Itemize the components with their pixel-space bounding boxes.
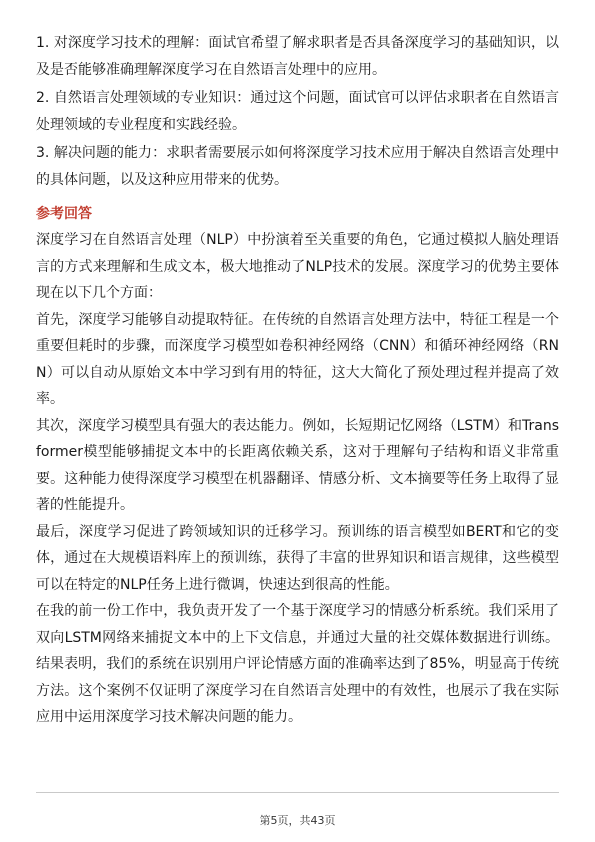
footer-divider [36, 792, 559, 793]
page-number: 第5页，共43页 [259, 814, 336, 827]
answer-paragraph: 其次，深度学习模型具有强大的表达能力。例如，长短期记忆网络（LSTM）和Transformer模型能够捕捉文本中的长距离依赖关系，这对于理解句子结构和语义非常重要。这种能力使得深度学习模型在机器翻译、情感分析、文本摘要等任务上取得了显著的性能提升。 [36, 417, 559, 513]
list-item: 3. 解决问题的能力：求职者需要展示如何将深度学习技术应用于解决自然语言处理中的具体问题，以及这种应用带来的优势。 [36, 145, 559, 188]
page-content [36, 30, 559, 731]
evaluation-points-list [36, 30, 559, 193]
answer-paragraph: 深度学习在自然语言处理（NLP）中扮演着至关重要的角色，它通过模拟人脑处理语言的方式来理解和生成文本，极大地推动了NLP技术的发展。深度学习的优势主要体现在以下几个方面： [36, 232, 559, 301]
list-item: 1. 对深度学习技术的理解：面试官希望了解求职者是否具备深度学习的基础知识，以及是否能够准确理解深度学习在自然语言处理中的应用。 [36, 35, 559, 78]
answer-paragraph: 首先，深度学习能够自动提取特征。在传统的自然语言处理方法中，特征工程是一个重要但耗时的步骤，而深度学习模型如卷积神经网络（CNN）和循环神经网络（RNN）可以自动从原始文本中学习到有用的特征，这大大简化了预处理过程并提高了效率。 [36, 311, 559, 407]
answer-paragraph: 最后，深度学习促进了跨领域知识的迁移学习。预训练的语言模型如BERT和它的变体，通过在大规模语料库上的预训练，获得了丰富的世界知识和语言规律，这些模型可以在特定的NLP任务上进行微调，快速达到很高的性能。 [36, 523, 559, 593]
answer-body [36, 227, 559, 731]
list-item: 2. 自然语言处理领域的专业知识：通过这个问题，面试官可以评估求职者在自然语言处理领域的专业程度和实践经验。 [36, 90, 559, 133]
answer-heading: 参考回答 [36, 206, 92, 222]
answer-paragraph: 在我的前一份工作中，我负责开发了一个基于深度学习的情感分析系统。我们采用了双向LSTM网络来捕捉文本中的上下文信息，并通过大量的社交媒体数据进行训练。结果表明，我们的系统在识别用户评论情感方面的准确率达到了85%，明显高于传统方法。这个案例不仅证明了深度学习在自然语言处理中的有效性，也展示了我在实际应用中运用深度学习技术解决问题的能力。 [36, 603, 559, 725]
